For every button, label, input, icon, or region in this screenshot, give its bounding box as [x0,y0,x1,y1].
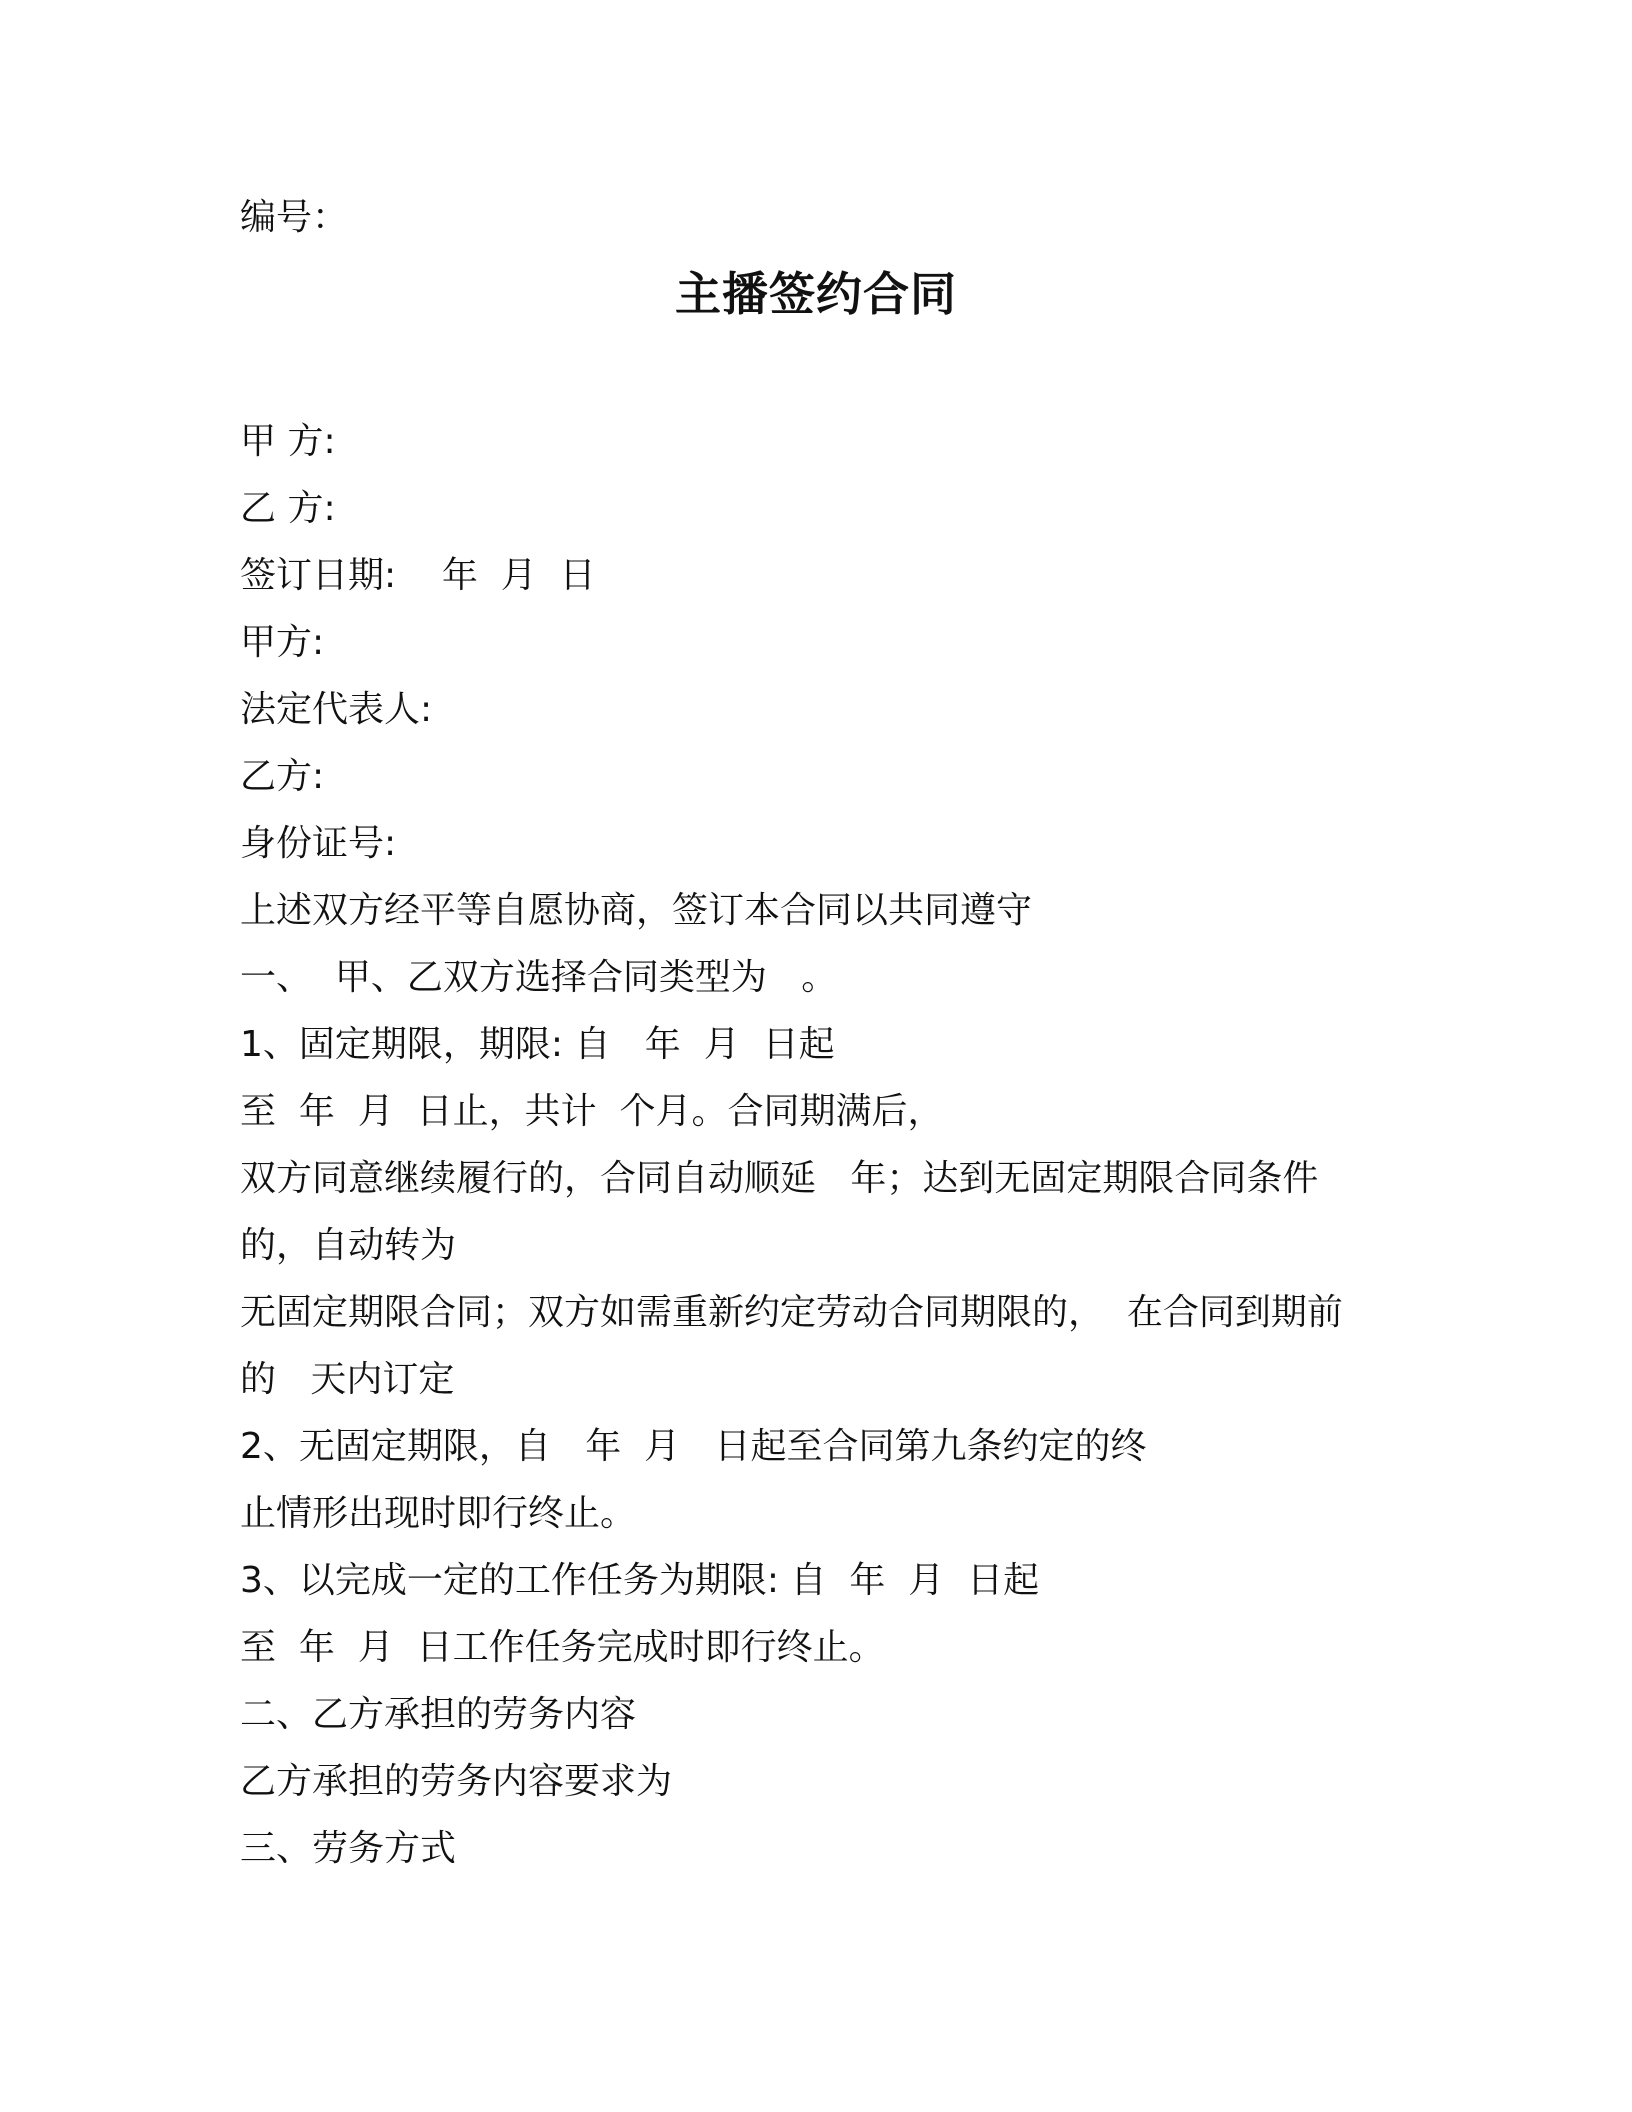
document-number-label: 编号： [240,197,349,238]
signing-date: 签订日期: 年 月 日 [240,555,596,596]
clause-1-1-renewal-cont: 的，自动转为 [240,1225,457,1266]
party-a-label: 甲方: [240,622,325,663]
clause-1-1-indefinite-cont: 的 天内订定 [240,1359,455,1400]
document-title: 主播签约合同 [675,267,957,321]
clause-1-2-cont: 止情形出现时即行终止。 [240,1493,637,1534]
section-3-heading: 三、劳务方式 [240,1828,457,1869]
section-1-heading: 一、 甲、乙双方选择合同类型为 。 [240,957,838,998]
section-2-heading: 二、乙方承担的劳务内容 [240,1694,637,1735]
contract-body [240,408,1380,1882]
party-b-label: 乙方: [240,756,325,797]
legal-representative-label: 法定代表人: [240,689,433,730]
section-2-text: 乙方承担的劳务内容要求为 [240,1761,673,1802]
clause-1-3: 3、以完成一定的工作任务为期限: 自 年 月 日起 [240,1560,1040,1601]
clause-1-2: 2、无固定期限，自 年 月 日起至合同第九条约定的终 [240,1426,1147,1467]
clause-1-3-cont: 至 年 月 日工作任务完成时即行终止。 [240,1627,885,1668]
id-number-label: 身份证号: [240,823,397,864]
clause-1-1: 1、固定期限，期限: 自 年 月 日起 [240,1024,835,1065]
clause-1-1-indefinite: 无固定期限合同；双方如需重新约定劳动合同期限的， 在合同到期前 [240,1292,1343,1333]
clause-1-1-cont: 至 年 月 日止，共计 个月。合同期满后， [240,1091,944,1132]
preamble-text: 上述双方经平等自愿协商，签订本合同以共同遵守 [240,890,1033,931]
party-a-header: 甲 方: [240,421,336,462]
party-b-header: 乙 方: [240,488,336,529]
clause-1-1-renewal: 双方同意继续履行的，合同自动顺延 年；达到无固定期限合同条件 [240,1158,1319,1199]
